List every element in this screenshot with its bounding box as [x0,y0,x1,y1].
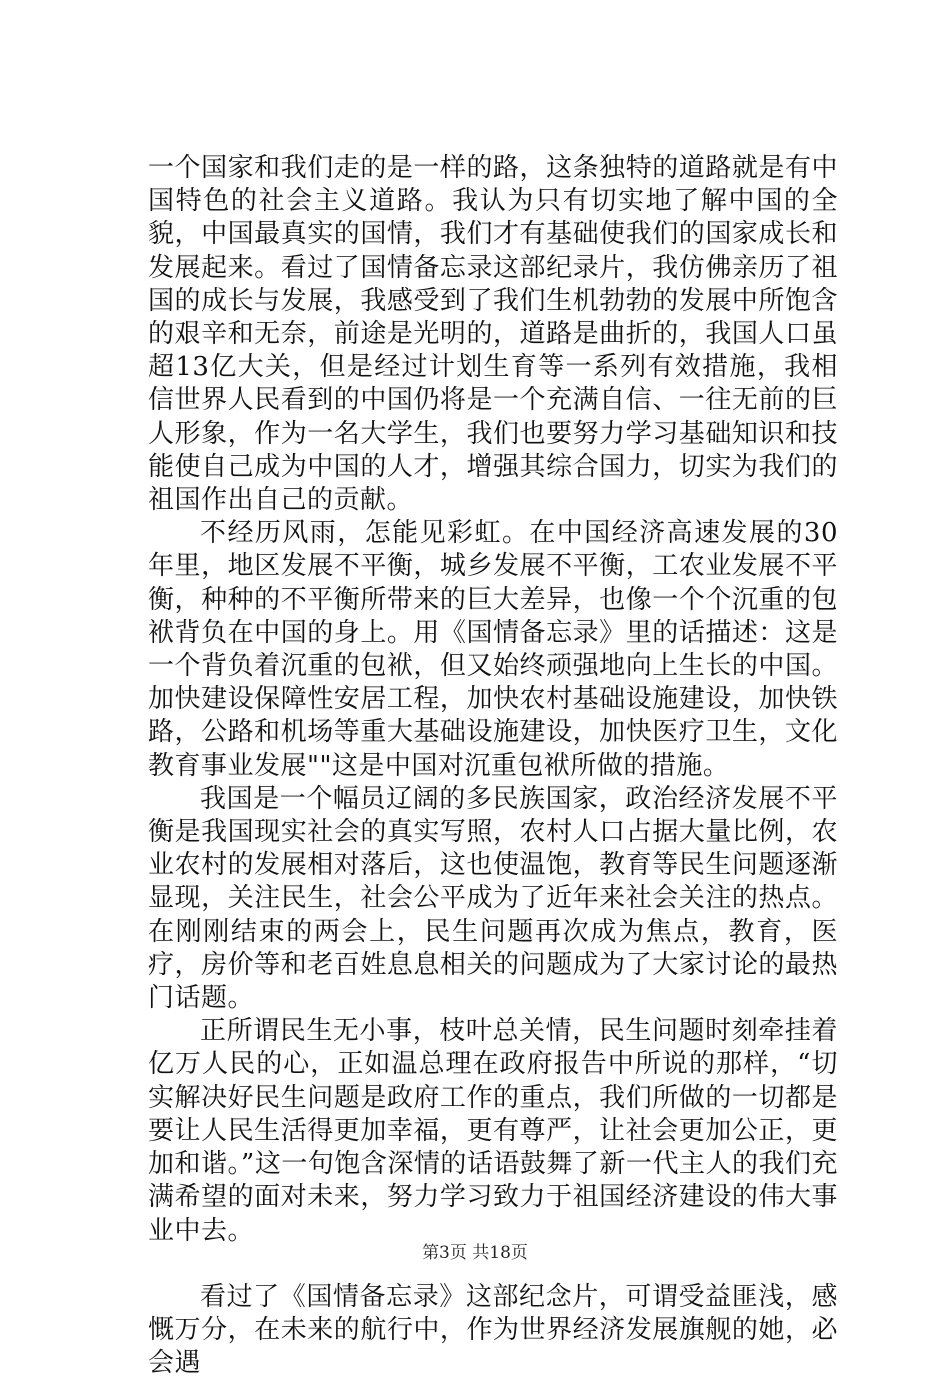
paragraph-rainbow: 不经历风雨，怎能见彩虹。在中国经济高速发展的30年里，地区发展不平衡，城乡发展不平衡，工农业发展不平衡，种种的不平衡所带来的巨大差异，也像一个个沉重的包袱背负在中国的身上。用《国情备忘录》里的话描述：这是一个背负着沉重的包袱，但又始终顽强地向上生长的中国。加快建设保障性安居工程，加快农村基础设施建设，加快铁路，公路和机场等重大基础设施建设，加快医疗卫生，文化教育事业发展""这是中国对沉重包袱所做的措施。 [148,518,838,781]
paragraph-premier-quote: 正所谓民生无小事，枝叶总关情，民生问题时刻牵挂着亿万人民的心，正如温总理在政府报告中所说的那样，“切实解决好民生问题是政府工作的重点，我们所做的一切都是要让人民生活得更加幸福，更有尊严，让社会更加公正，更加和谐。”这一句饱含深情的话语鼓舞了新一代主人的我们充满希望的面对未来，努力学习致力于祖国经济建设的伟大事业中去。 [148,1016,838,1246]
page-footer: 第3页 共18页 [422,1243,528,1263]
document-body [148,152,838,1380]
paragraph-conclusion: 看过了《国情备忘录》这部纪念片，可谓受益匪浅，感慨万分，在未来的航行中，作为世界经济发展旗舰的她，必会遇 [148,1281,838,1379]
paragraph-continuation: 一个国家和我们走的是一样的路，这条独特的道路就是有中国特色的社会主义道路。我认为只有切实地了解中国的全貌，中国最真实的国情，我们才有基础使我们的国家成长和发展起来。看过了国情备忘录这部纪录片，我仿佛亲历了祖国的成长与发展，我感受到了我们生机勃勃的发展中所饱含的艰辛和无奈，前途是光明的，道路是曲折的，我国人口虽超13亿大关，但是经过计划生育等一系列有效措施，我相信世界人民看到的中国仍将是一个充满自信、一往无前的巨人形象，作为一名大学生，我们也要努力学习基础知识和技能使自己成为中国的人才，增强其综合国力，切实为我们的祖国作出自己的贡献。 [148,153,838,516]
paragraph-livelihood: 我国是一个幅员辽阔的多民族国家，政治经济发展不平衡是我国现实社会的真实写照，农村人口占据大量比例，农业农村的发展相对落后，这也使温饱，教育等民生问题逐渐显现，关注民生，社会公平成为了近年来社会关注的热点。在刚刚结束的两会上，民生问题再次成为焦点，教育，医疗，房价等和老百姓息息相关的问题成为了大家讨论的最热门话题。 [148,783,838,1014]
